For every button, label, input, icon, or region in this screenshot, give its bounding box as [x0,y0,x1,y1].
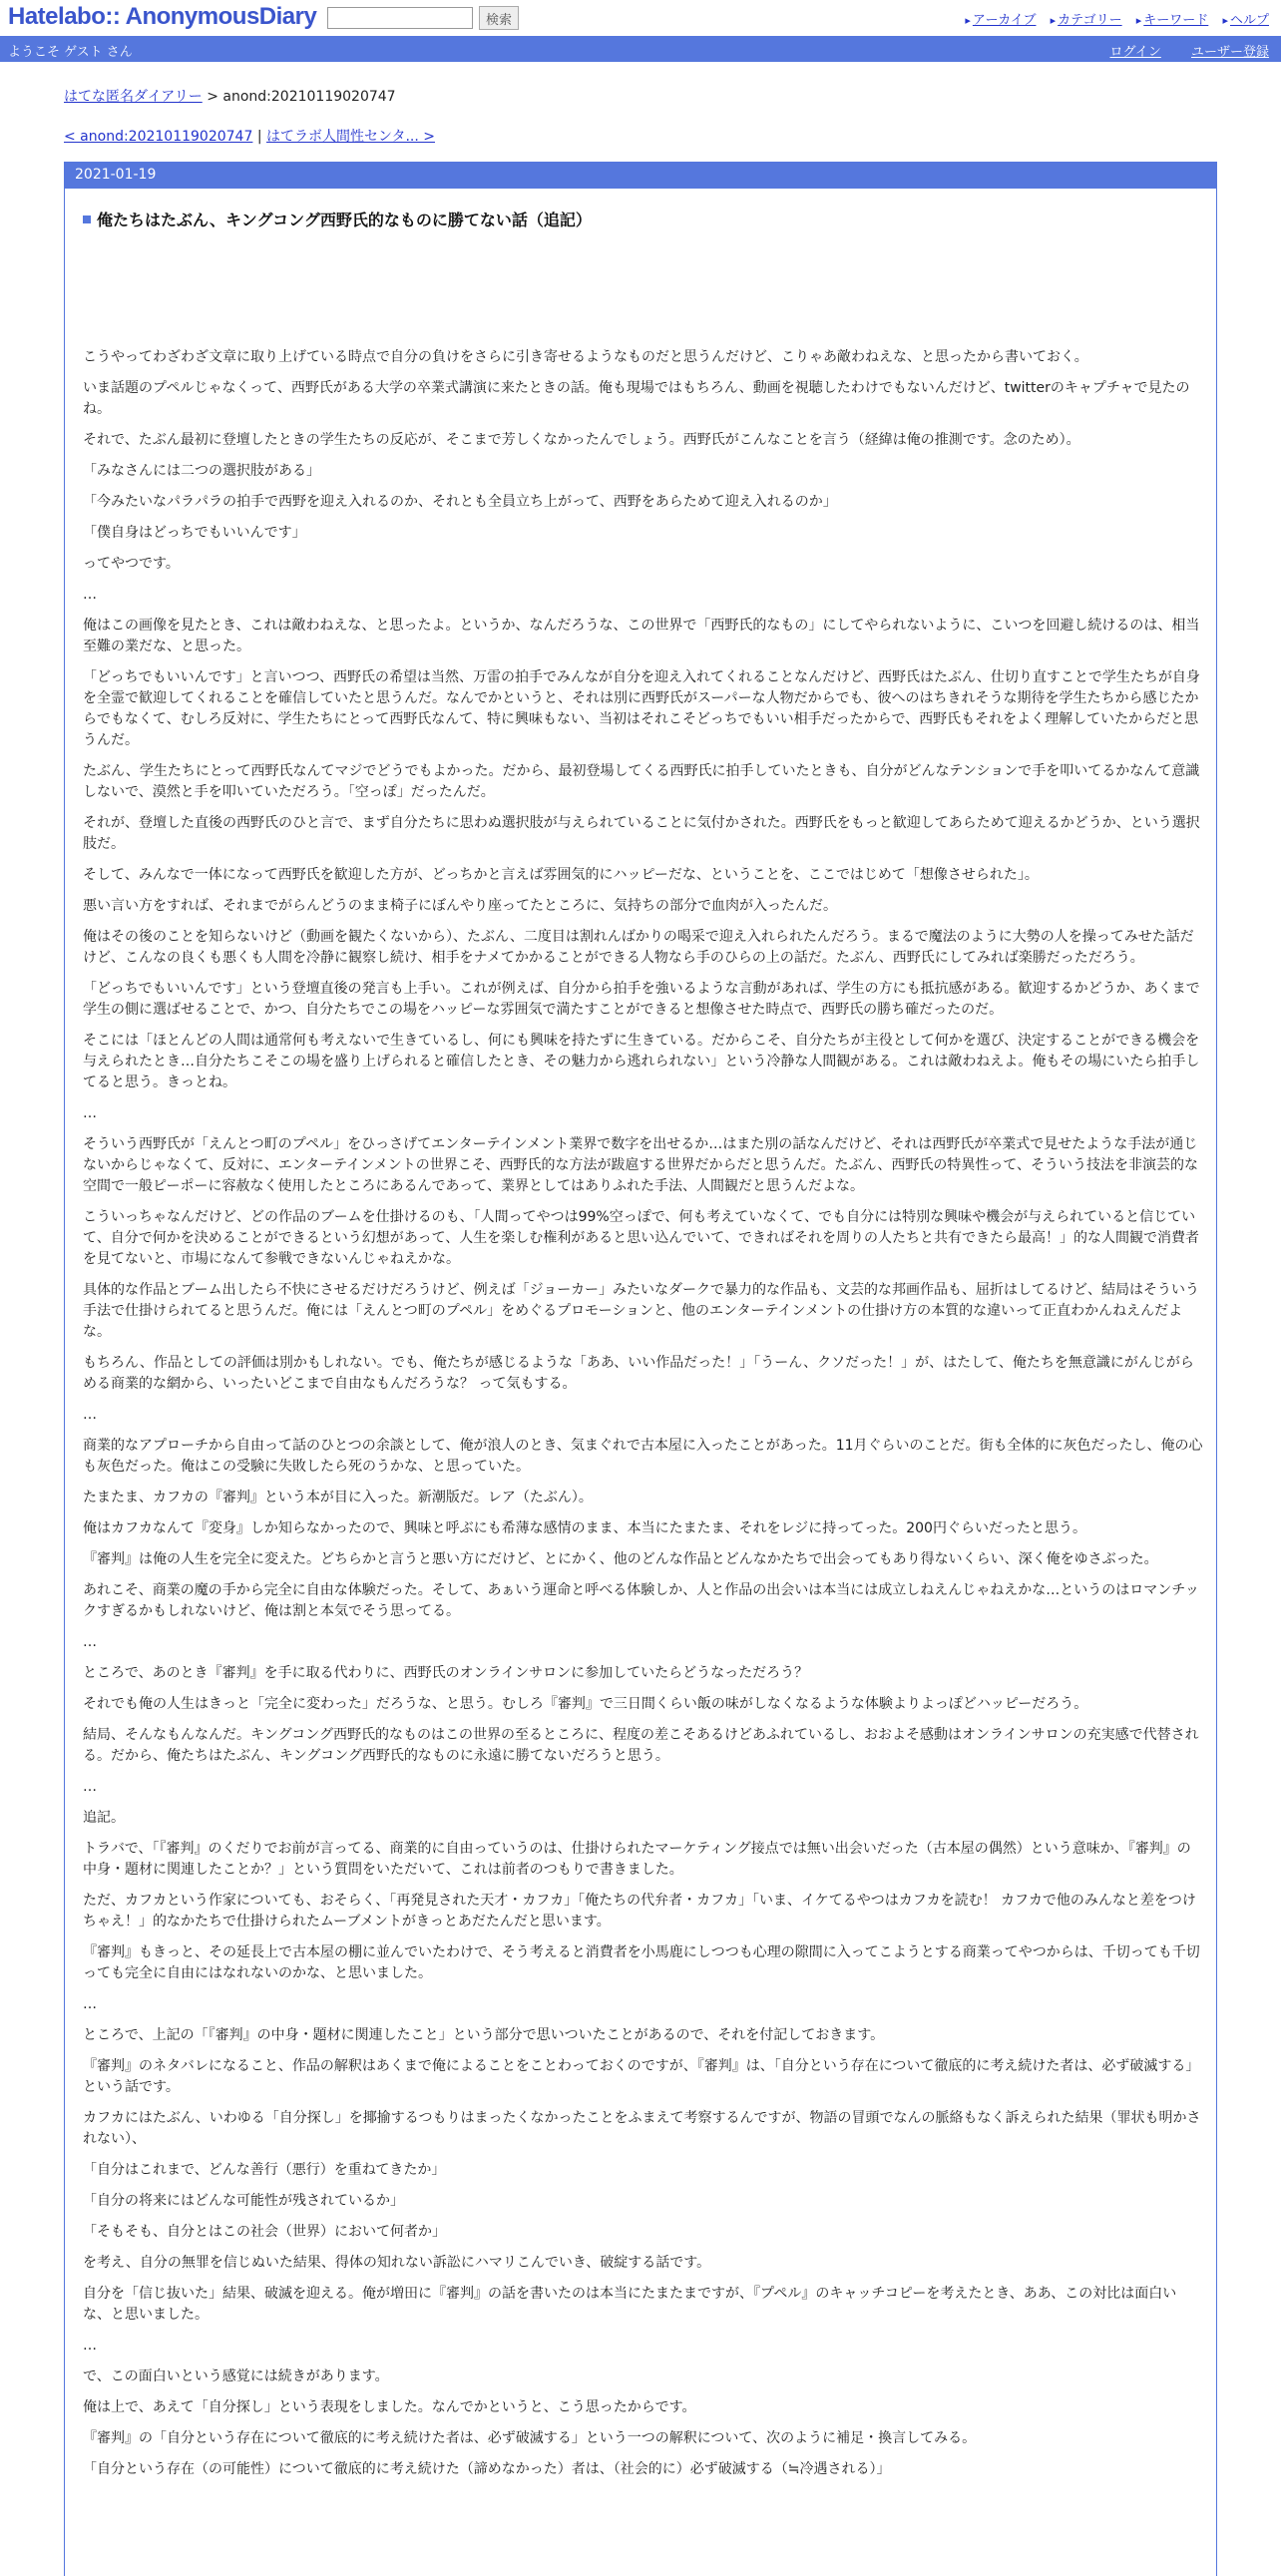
entry-paragraph: たまたま、カフカの『審判』という本が目に入った。新潮版だ。レア（たぶん）。 [83,1490,593,1505]
entry-paragraph: … [83,2338,97,2354]
user-bar [0,36,1281,62]
entry-paragraph: を考え、自分の無罪を信じぬいた結果、得体の知れない訴訟にハマリこんでいき、破綻する話です。 [83,2255,711,2271]
entry-paragraph: 「自分の将来にはどんな可能性が残されているか」 [83,2193,404,2209]
top-links [955,9,1269,28]
entry-paragraph: ただ、カフカという作家についても、おそらく、「再発見された天才・カフカ」「俺たちの代弁者・カフカ」「いま、イケてるやつはカフカを読む！ カフカで他のみんなと差をつけちゃえ！」的なかたちで仕掛けられたムーブメントがきっとあだたんだと思います。 [83,1893,1196,1930]
breadcrumb [64,86,396,106]
login-link[interactable]: ログイン [1109,45,1161,60]
breadcrumb-current: anond:20210119020747 [222,89,396,105]
entry-paragraph: いま話題のプペルじゃなくって、西野氏がある大学の卒業式講演に来たときの話。俺も現場ではもちろん、動画を視聴したわけでもないんだけど、twitterのキャプチャで見たのね。 [83,380,1190,417]
entry-paragraph: 『審判』のネタバレになること、作品の解釈はあくまで俺によることをことわっておくのですが、『審判』は、「自分という存在について徹底的に考え続けた者は、必ず破滅する」という話です。 [83,2058,1200,2095]
entry-paragraph: … [83,1996,97,2012]
search-input[interactable] [327,7,473,29]
entry-paragraph: 『審判』もきっと、その延長上で古本屋の棚に並んでいたわけで、そう考えると消費者を小馬鹿にしつつも心理の隙間に入ってこようとする商業ってやつからは、千切っても千切っても完全に自由にはなれないのかな、と思いました。 [83,1944,1200,1981]
entry-paragraph: 俺はその後のことを知らないけど（動画を観たくないから）、たぶん、二度目は割れんばかりの喝采で迎え入れられたんだろう。まるで魔法のように大勢の人を操ってみせた話だけど、こんなの良くも悪くも人間を冷静に観察し続け、相手をナメてかかることができる人物なら手のひらの上の話だ。たぶん、西野氏にしてみれば楽勝だっただろう。 [83,929,1194,966]
entry-paragraph: … [83,1634,97,1650]
entry-paragraph: ところで、上記の「『審判』の中身・題材に関連したこと」という部分で思いついたことがあるので、それを付記しておきます。 [83,2027,885,2043]
entry-paragraph: 俺はカフカなんて『変身』しか知らなかったので、興味と呼ぶにも希薄な感情のまま、本当にたまたま、それをレジに持ってった。200円ぐらいだったと思う。 [83,1520,1086,1536]
entry-paragraph: そういう西野氏が「えんとつ町のプペル」をひっさげてエンターテインメント業界で数字を出せるか…はまた別の話なんだけど、それは西野氏が卒業式で見せたような手法が通じないからじゃなくて、反対に、エンターテインメントの世界こそ、西野氏的な方法が跋扈する世界だからだと思うんだ。たぶん、西野氏の特異性って、そういう技法を非演芸的な空間で一般ピーポーに容赦なく使用したところにあるんであって、業界としてはありふれた手法、人間観だと思うんだよな。 [83,1136,1199,1194]
entry-paragraph: 商業的なアプローチから自由って話のひとつの余談として、俺が浪人のとき、気まぐれで古本屋に入ったことがあった。11月ぐらいのことだ。街も全体的に灰色だったし、俺の心も灰色だった。俺はこの受験に失敗したら死のうかな、と思っていた。 [83,1438,1203,1475]
entry-paragraph: … [83,1105,97,1121]
diary-entry [64,162,1217,2576]
arrow-icon: ▸ [965,14,971,27]
entry-paragraph: … [83,1407,97,1423]
prev-entry-link[interactable]: < anond:20210119020747 [64,129,253,145]
entry-paragraph: 「どっちでもいいんです」という登壇直後の発言も上手い。これが例えば、自分から拍手を強いるような言動があれば、学生の方にも抵抗感がある。歓迎するかどうか、あくまで学生の側に選ばせることで、かつ、自分たちでこの場をハッピーな雰囲気で満たすことができると想像させた時点で、西野氏の勝ち確だったのだ。 [83,981,1200,1018]
help-link[interactable]: ヘルプ [1229,13,1269,28]
entry-paragraph: … [83,1779,97,1795]
arrow-icon: ▸ [1050,14,1057,27]
entry-paragraph: 悪い言い方をすれば、それまでがらんどうのまま椅子にぼんやり座ってたところに、気持ちの部分で血肉が入ったんだ。 [83,898,837,914]
entry-paragraph: 「今みたいなパラパラの拍手で西野を迎え入れるのか、それとも全員立ち上がって、西野をあらためて迎え入れるのか」 [83,494,837,510]
entry-paragraph: 「どっちでもいいんです」と言いつつ、西野氏の希望は当然、万雷の拍手でみんなが自分を迎え入れてくれることなんだけど、西野氏はたぶん、仕切り直すことで学生たちが自身を全霊で歓迎してくれることを確信していたと思うんだ。なんでかというと、それは別に西野氏がスーパーな人物だからでも、彼へのはちきれそうな期待を学生たちから感じたからでもなくて、むしろ反対に、学生たちにとって西野氏なんて、特に興味もない、当初はそれこそどっちでもいい相手だったからで、西野氏もそれをよく理解していたからだと思うんだ。 [83,669,1200,748]
register-link[interactable]: ユーザー登録 [1190,45,1269,60]
entry-navigation [64,126,435,146]
entry-paragraph: 追記。 [83,1810,125,1826]
arrow-icon: ▸ [1222,14,1228,27]
next-entry-link[interactable]: はてラボ人間性センタ... > [266,129,435,145]
entry-paragraph: そこには「ほとんどの人間は通常何も考えないで生きているし、何にも興味を持たずに生きている。だからこそ、自分たちが主役として何かを選び、決定することができる機会を与えられたとき…自分たちこそこの場を盛り上げられると確信したとき、その魅力から逃れられない」という冷静な人間観がある。これは敵わねえよ。俺もその場にいたら拍手してると思う。きっとね。 [83,1033,1200,1090]
entry-paragraph: それが、登壇した直後の西野氏のひと言で、まず自分たちに思わぬ選択肢が与えられていることに気付かされた。西野氏をもっと歓迎してあらためて迎えるかどうか、という選択肢だ。 [83,815,1200,852]
keyword-link[interactable]: キーワード [1143,13,1209,28]
entry-paragraph: 「みなさんには二つの選択肢がある」 [83,463,320,479]
site-logo[interactable]: Hatelabo:: AnonymousDiary [8,3,317,30]
entry-paragraph: それでも俺の人生はきっと「完全に変わった」だろうな、と思う。むしろ『審判』で三日間くらい飯の味がしなくなるような体験よりよっぽどハッピーだろう。 [83,1696,1088,1712]
entry-paragraph: 「自分はこれまで、どんな善行（悪行）を重ねてきたか」 [83,2162,446,2178]
entry-paragraph: で、この面白いという感覚には続きがあります。 [83,2368,389,2384]
breadcrumb-home-link[interactable]: はてな匿名ダイアリー [64,89,203,105]
entry-paragraph: もちろん、作品としての評価は別かもしれない。でも、俺たちが感じるような「ああ、いい作品だった！」「うーん、クソだった！」が、はたして、俺たちを無意識にがんじがらめる商業的な網から、いったいどこまで自由なもんだろうな？ って気もする。 [83,1355,1194,1392]
entry-title-text: 俺たちはたぶん、キングコング西野氏的なものに勝てない話（追記） [97,211,592,229]
welcome-text: ようこそ ゲスト さん [8,45,133,60]
entry-paragraph: こうやってわざわざ文章に取り上げている時点で自分の負けをさらに引き寄せるようなものだと思うんだけど、こりゃあ敵わねえな、と思ったから書いておく。 [83,349,1088,365]
entry-paragraph: 『審判』の「自分という存在について徹底的に考え続けた者は、必ず破滅する」という一つの解釈について、次のように補足・換言してみる。 [83,2430,977,2446]
nav-separator: | [256,129,262,145]
category-link[interactable]: カテゴリー [1058,13,1122,28]
entry-paragraph: 具体的な作品とブーム出したら不快にさせるだけだろうけど、例えば「ジョーカー」みたいなダークで暴力的な作品も、文芸的な邦画作品も、屈折はしてるけど、結局はそういう手法で仕掛けられてると思うんだ。俺には「えんとつ町のプペル」をめぐるプロモーションと、他のエンターテインメントの仕掛け方の本質的な違いって正直わかんねえんだよな。 [83,1282,1200,1340]
entry-paragraph: 「自分という存在（の可能性）について徹底的に考え続けた（諦めなかった）者は、（社会的に）必ず破滅する（≒冷遇される）」 [83,2461,891,2477]
entry-paragraph: それで、たぶん最初に登壇したときの学生たちの反応が、そこまで芳しくなかったんでしょう。西野氏がこんなことを言う（経緯は俺の推測です。念のため）。 [83,432,1080,448]
entry-paragraph: こういっちゃなんだけど、どの作品のブームを仕掛けるのも、「人間ってやつは99%空っぽで、何も考えていなくて、でも自分には特別な興味や機会が与えられていると信じていて、自分で何かを決めることができるという幻想があって、人生を楽しむ権利があると思い込んでいて、できればそれを周りの人たちと共有できたら最高！」的な人間観で消費者を見てないと、市場になんて参戦できないんじゃねえかな。 [83,1209,1200,1267]
entry-paragraph: 俺はこの画像を見たとき、これは敵わねえな、と思ったよ。というか、なんだろうな、この世界で「西野氏的なもの」にしてやられないように、こいつを回避し続けるのは、相当至難の業だな、と思った。 [83,618,1200,654]
archive-link[interactable]: アーカイブ [972,13,1037,28]
entry-paragraph: … [83,587,97,603]
top-header [0,0,1281,36]
entry-date: 2021-01-19 [65,163,1216,189]
entry-paragraph: 「そもそも、自分とはこの社会（世界）において何者か」 [83,2224,446,2240]
entry-paragraph: ところで、あのとき『審判』を手に取る代わりに、西野氏のオンラインサロンに参加していたらどうなっただろう？ [83,1665,809,1681]
arrow-icon: ▸ [1135,14,1142,27]
entry-paragraph: あれこそ、商業の魔の手から完全に自由な体験だった。そして、あぁいう運命と呼べる体験しか、人と作品の出会いは本当には成立しねえんじゃねえかな…というのはロマンチックすぎるかもしれないけど、俺は割と本気でそう思ってる。 [83,1582,1199,1619]
entry-body [83,347,1204,2490]
entry-paragraph: トラバで、「『審判』のくだりでお前が言ってる、商業的に自由っていうのは、仕掛けられたマーケティング接点では無い出会いだった（古本屋の偶然）という意味か、『審判』の中身・題材に関連したことか？」という質問をいただいて、これは前者のつもりで書きました。 [83,1841,1191,1878]
entry-paragraph: ってやつです。 [83,556,180,572]
entry-title[interactable] [83,208,592,230]
breadcrumb-separator: > [207,89,218,105]
entry-paragraph: カフカにはたぶん、いわゆる「自分探し」を揶揄するつもりはまったくなかったことをふまえて考察するんですが、物語の冒頭でなんの脈絡もなく訴えられた結果（罪状も明かされない）、 [83,2110,1201,2147]
square-bullet-icon [83,215,91,223]
search-button[interactable]: 検索 [479,6,519,30]
entry-paragraph: たぶん、学生たちにとって西野氏なんてマジでどうでもよかった。だから、最初登場してくる西野氏に拍手していたときも、自分がどんなテンションで手を叩いてるかなんて意識しないで、漠然と手を叩いていただろう。「空っぽ」だったんだ。 [83,763,1200,800]
entry-paragraph: 『審判』は俺の人生を完全に変えた。どちらかと言うと悪い方にだけど、とにかく、他のどんな作品とどんなかたちで出会ってもあり得ないくらい、深く俺をゆさぶった。 [83,1551,1158,1567]
entry-paragraph: 結局、そんなもんなんだ。キングコング西野氏的なものはこの世界の至るところに、程度の差こそあるけどあふれているし、おおよそ感動はオンラインサロンの充実感で代替される。だから、俺たちはたぶん、キングコング西野氏的なものに永遠に勝てないだろうと思う。 [83,1727,1199,1764]
entry-paragraph: 俺は上で、あえて「自分探し」という表現をしました。なんでかというと、こう思ったからです。 [83,2399,696,2415]
entry-paragraph: 「僕自身はどっちでもいいんです」 [83,525,306,541]
entry-paragraph: 自分を「信じ抜いた」結果、破滅を迎える。俺が増田に『審判』の話を書いたのは本当にたまたまですが、『プペル』のキャッチコピーを考えたとき、ああ、この対比は面白いな、と思いました。 [83,2286,1177,2323]
entry-paragraph: そして、みんなで一体になって西野氏を歓迎した方が、どっちかと言えば雰囲気的にハッピーだな、ということを、ここではじめて「想像させられた」。 [83,867,1039,883]
